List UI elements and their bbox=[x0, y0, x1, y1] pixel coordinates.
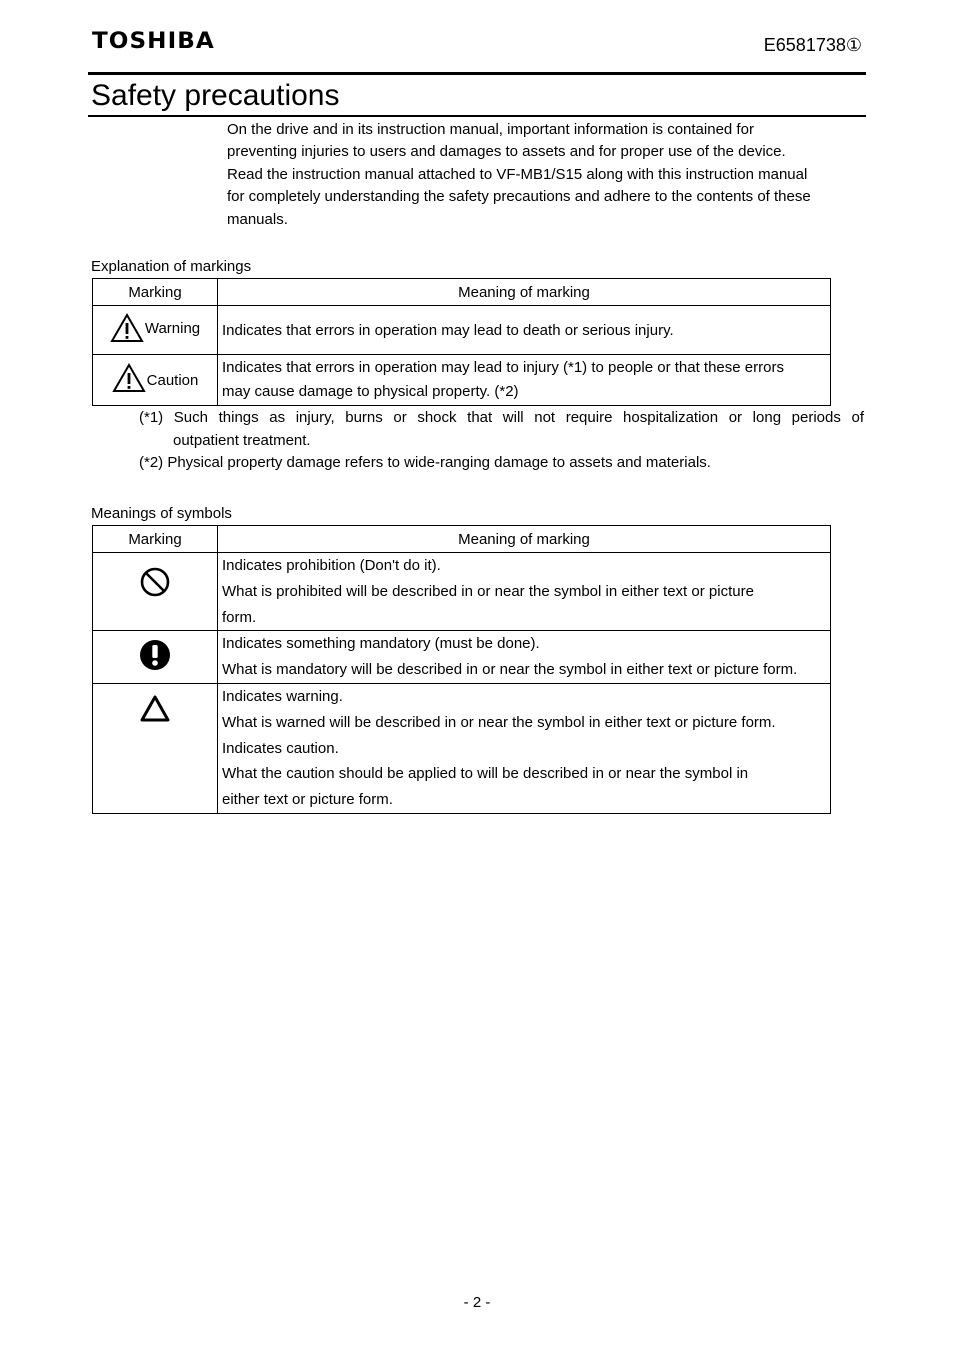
meaning-cell bbox=[218, 355, 831, 406]
meaning-text: Indicates that errors in operation may lead to injury (*1) to people or that these errors bbox=[222, 358, 784, 376]
meaning-text: either text or picture form. bbox=[222, 791, 393, 809]
footnote-1-continued: outpatient treatment. bbox=[173, 431, 311, 449]
meaning-text: What is warned will be described in or near the symbol in either text or picture form. bbox=[222, 713, 776, 731]
document-number: E6581738① bbox=[763, 35, 862, 55]
marking-cell bbox=[93, 553, 218, 631]
marking-cell bbox=[93, 355, 218, 406]
marking-cell bbox=[93, 306, 218, 355]
page-number: - 2 - bbox=[463, 1294, 491, 1311]
meaning-cell bbox=[218, 631, 831, 684]
warning-triangle-icon bbox=[110, 313, 144, 343]
footnote-1: (*1) Such things as injury, burns or shock that will not require hospitalization or long periods of bbox=[139, 409, 864, 426]
meaning-text: Indicates that errors in operation may lead to death or serious injury. bbox=[222, 321, 674, 339]
intro-line: for completely understanding the safety precautions and adhere to the contents of these bbox=[227, 188, 811, 206]
footnote-2: (*2) Physical property damage refers to wide-ranging damage to assets and materials. bbox=[139, 454, 711, 471]
title-rule bbox=[88, 115, 866, 117]
page-title: Safety precautions bbox=[91, 79, 340, 112]
symbols-section-label: Meanings of symbols bbox=[91, 505, 232, 522]
marking-label-warning: Warning bbox=[144, 320, 201, 337]
column-header-marking: Marking bbox=[93, 526, 218, 553]
meaning-text: Indicates caution. bbox=[222, 739, 339, 757]
warning-caution-triangle-icon bbox=[139, 694, 171, 724]
marking-cell bbox=[93, 683, 218, 813]
marking-label-caution: Caution bbox=[146, 372, 199, 389]
prohibition-icon bbox=[139, 566, 171, 598]
header-rule bbox=[88, 72, 866, 75]
intro-line: manuals. bbox=[227, 210, 288, 228]
toshiba-logo: TOSHIBA bbox=[92, 29, 215, 54]
meaning-cell bbox=[218, 683, 831, 813]
table-row bbox=[93, 355, 831, 406]
markings-header-row bbox=[93, 279, 831, 306]
intro-line: Read the instruction manual attached to VF-MB1/S15 along with this instruction manual bbox=[227, 165, 808, 183]
intro-line: On the drive and in its instruction manual, important information is contained for bbox=[227, 121, 754, 138]
table-row bbox=[93, 631, 831, 684]
meaning-text: What the caution should be applied to will be described in or near the symbol in bbox=[222, 765, 749, 783]
caution-triangle-icon bbox=[112, 363, 146, 393]
column-header-marking: Marking bbox=[93, 279, 218, 306]
meaning-cell bbox=[218, 306, 831, 355]
markings-table bbox=[92, 278, 831, 406]
meaning-cell bbox=[218, 553, 831, 631]
footnotes bbox=[139, 407, 864, 475]
column-header-meaning: Meaning of marking bbox=[218, 279, 831, 306]
column-header-meaning: Meaning of marking bbox=[218, 526, 831, 553]
intro-paragraph bbox=[227, 119, 857, 231]
symbols-table bbox=[92, 525, 831, 814]
meaning-text: Indicates prohibition (Don't do it). bbox=[222, 557, 441, 574]
table-row bbox=[93, 306, 831, 355]
intro-line: preventing injuries to users and damages to assets and for proper use of the device. bbox=[227, 143, 786, 161]
meaning-text: Indicates warning. bbox=[222, 687, 343, 705]
meaning-text: may cause damage to physical property. (*2) bbox=[222, 383, 519, 400]
mandatory-icon bbox=[139, 639, 171, 671]
symbols-header-row bbox=[93, 526, 831, 553]
meaning-text: Indicates something mandatory (must be done). bbox=[222, 635, 540, 653]
meaning-text: What is prohibited will be described in or near the symbol in either text or picture bbox=[222, 582, 754, 600]
markings-section-label: Explanation of markings bbox=[91, 258, 252, 275]
meaning-text: What is mandatory will be described in or near the symbol in either text or picture form. bbox=[222, 661, 798, 679]
marking-cell bbox=[93, 631, 218, 684]
table-row bbox=[93, 553, 831, 631]
table-row bbox=[93, 683, 831, 813]
meaning-text: form. bbox=[222, 608, 257, 626]
